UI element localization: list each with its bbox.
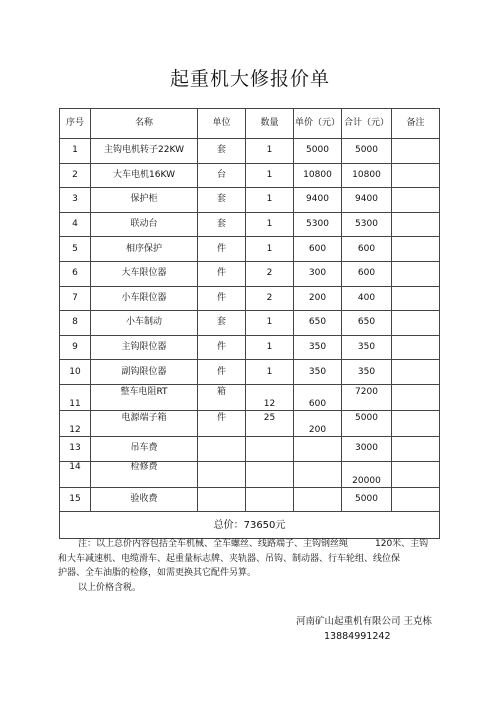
cell-price: 10800 [294,163,342,188]
cell-total: 5000 [342,487,392,512]
cell-price: 9400 [294,188,342,213]
cell-total: 600 [342,261,392,286]
cell-qty [246,487,294,512]
cell-price: 350 [294,335,342,360]
cell-remark [392,436,440,461]
cell-qty: 1 [246,139,294,164]
cell-no: 15 [60,487,91,512]
table-row [60,163,440,188]
cell-name: 验收费 [91,487,198,512]
cell-name: 保护柜 [91,188,198,213]
cell-qty [246,410,294,436]
header-name: 名称 [91,109,198,139]
cell-total [342,410,392,436]
cell-unit: 套 [198,188,246,213]
cell-name: 联动台 [91,212,198,237]
cell-price: 5300 [294,212,342,237]
cell-name: 大车电机16KW [91,163,198,188]
cell-name: 检修费 [91,461,198,487]
cell-price [294,384,342,410]
total-row [60,512,440,539]
cell-name: 小车限位器 [91,286,198,311]
cell-unit: 套 [198,311,246,336]
cell-name: 吊车费 [91,436,198,461]
cell-price [294,461,342,487]
cell-unit [198,461,246,487]
cell-total: 10800 [342,163,392,188]
cell-no [60,410,91,436]
cell-price [294,436,342,461]
cell-unit-text: 件 [216,412,226,423]
cell-unit: 件 [198,360,246,385]
cell-no: 9 [60,335,91,360]
cell-no: 8 [60,311,91,336]
cell-name [91,410,198,436]
cell-qty: 1 [246,335,294,360]
cell-qty: 1 [246,237,294,262]
table-row [60,212,440,237]
cell-name: 主钩限位器 [91,335,198,360]
cell-name: 副钩限位器 [91,360,198,385]
cell-unit: 套 [198,139,246,164]
cell-total: 650 [342,311,392,336]
note-line: 护器、全车油脂的检修，如需更换其它配件另算。 [58,568,257,578]
cell-price: 650 [294,311,342,336]
cell-unit: 台 [198,163,246,188]
note-line: 和大车减速机、电缆滑车、起重量标志牌、夹轨器、吊钩、制动器、行车轮组、线位保 [58,553,401,564]
cell-unit: 件 [198,286,246,311]
cell-no: 1 [60,139,91,164]
table-row [60,139,440,164]
header-no: 序号 [60,109,91,139]
cell-qty: 1 [246,163,294,188]
cell-price-text: 200 [308,424,327,435]
cell-total: 350 [342,360,392,385]
cell-name: 相序保护 [91,237,198,262]
cell-price: 300 [294,261,342,286]
cell-price: 600 [294,237,342,262]
table-row [60,410,440,436]
table-row [60,487,440,512]
signature-block [296,614,466,644]
cell-price-text: 600 [308,398,327,409]
cell-remark [392,188,440,213]
cell-no: 2 [60,163,91,188]
cell-unit: 件 [198,237,246,262]
cell-name [91,384,198,410]
cell-unit: 件 [198,335,246,360]
table-row [60,237,440,262]
cell-total-text: 20000 [352,475,381,486]
cell-no: 7 [60,286,91,311]
cell-price [294,487,342,512]
cell-unit-text: 箱 [216,386,226,397]
cell-qty-text: 25 [263,412,276,423]
cell-name: 小车制动 [91,311,198,336]
cell-qty [246,384,294,410]
cell-unit [198,410,246,436]
page-title: 起重机大修报价单 [169,68,330,90]
cell-no-text: 12 [69,424,81,435]
cell-qty-text: 12 [263,398,276,409]
table-row [60,461,440,487]
cell-total [342,461,392,487]
cell-remark [392,384,440,410]
phone-number: 13884991242 [324,631,391,642]
table-row [60,436,440,461]
cell-total: 400 [342,286,392,311]
header-unit: 单位 [198,109,246,139]
company-name: 河南矿山起重机有限公司 王克栋 [296,616,433,627]
cell-price: 5000 [294,139,342,164]
table-row [60,188,440,213]
table-row [60,286,440,311]
cell-no: 5 [60,237,91,262]
cell-no [60,384,91,410]
header-qty: 数量 [246,109,294,139]
cell-no: 10 [60,360,91,385]
cell-no-text: 11 [69,398,81,409]
cell-unit: 件 [198,261,246,286]
note-block [58,537,440,595]
cell-qty: 1 [246,212,294,237]
cell-no: 14 [60,461,91,487]
header-remark: 备注 [392,109,440,139]
quote-table [59,108,440,539]
header-total: 合计（元） [342,109,392,139]
cell-price: 200 [294,286,342,311]
cell-remark [392,139,440,164]
cell-unit [198,436,246,461]
cell-no: 3 [60,188,91,213]
cell-qty [246,436,294,461]
cell-unit [198,487,246,512]
cell-total [342,384,392,410]
cell-name: 主钩电机转子22KW [91,139,198,164]
cell-remark [392,335,440,360]
cell-total-text: 5000 [355,412,378,423]
cell-remark [392,261,440,286]
total-price: 总价：73650元 [60,512,440,539]
cell-remark [392,487,440,512]
cell-remark [392,237,440,262]
cell-name-text: 整车电阻RT [120,386,168,397]
cell-total-text: 7200 [355,386,378,397]
cell-unit [198,384,246,410]
cell-remark [392,286,440,311]
cell-total: 3000 [342,436,392,461]
cell-total: 5300 [342,212,392,237]
cell-remark [392,311,440,336]
cell-total: 5000 [342,139,392,164]
cell-qty: 1 [246,360,294,385]
note-line: 注：以上总价内容包括全车机械、全车螺丝、线路端子、主钩钢丝绳 120米、主钩 [78,539,429,549]
cell-qty: 2 [246,261,294,286]
header-price: 单价（元） [294,109,342,139]
cell-qty: 1 [246,188,294,213]
cell-no: 13 [60,436,91,461]
cell-name: 大车限位器 [91,261,198,286]
cell-unit: 套 [198,212,246,237]
table-row [60,384,440,410]
cell-qty: 2 [246,286,294,311]
table-row [60,261,440,286]
cell-qty [246,461,294,487]
table-row [60,360,440,385]
cell-price: 350 [294,360,342,385]
cell-no: 6 [60,261,91,286]
cell-qty: 1 [246,311,294,336]
table-row [60,311,440,336]
cell-no: 4 [60,212,91,237]
note-line: 以上价格含税。 [78,582,142,593]
cell-remark [392,360,440,385]
table-header-row [60,109,440,139]
table-row [60,335,440,360]
cell-remark [392,163,440,188]
cell-remark [392,212,440,237]
cell-remark [392,410,440,436]
cell-total: 350 [342,335,392,360]
cell-total: 9400 [342,188,392,213]
cell-price [294,410,342,436]
cell-name-text: 电源端子箱 [121,412,167,423]
cell-total: 600 [342,237,392,262]
cell-remark [392,461,440,487]
